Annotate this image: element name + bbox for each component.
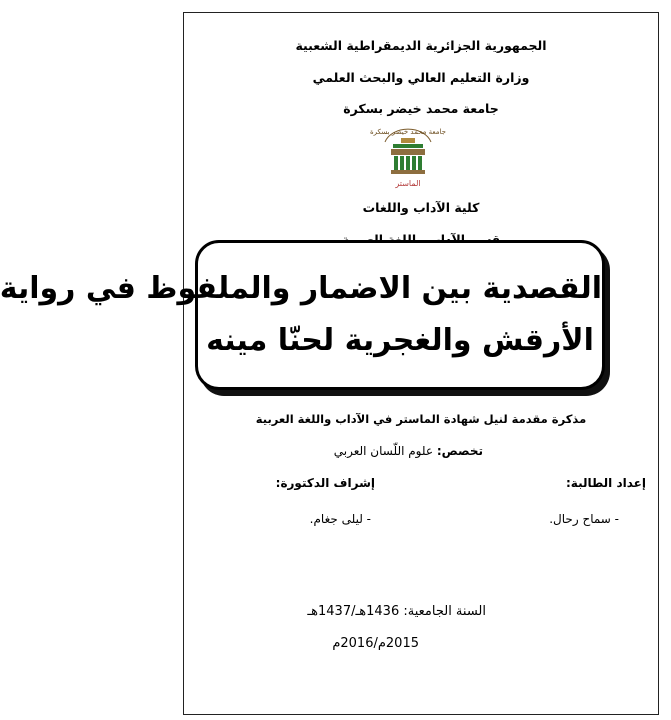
student-name: - سماح رحال. (549, 512, 619, 526)
student-label: إعداد الطالبة: (566, 476, 646, 490)
logo-caption: الماستر (395, 179, 421, 188)
academic-year-hijri: السنة الجامعية: 1436هـ/1437هـ (307, 604, 486, 619)
supervisor-label: إشراف الدكتورة: (275, 476, 375, 490)
ministry-heading: وزارة التعليم العالي والبحث العلمي (312, 70, 530, 85)
thesis-title-line2: الأرقش والغجرية لحنّا مينه (206, 323, 594, 358)
university-heading: جامعة محمد خيضر بسكرة (343, 101, 499, 116)
supervisor-name: - ليلى جغام. (309, 512, 371, 526)
thesis-subtitle: مذكرة مقدمة لنيل شهادة الماستر في الآداب واللغة العربية (255, 412, 587, 426)
republic-heading: الجمهورية الجزائرية الديمقراطية الشعبية (295, 38, 547, 53)
thesis-title-box (0, 240, 605, 390)
logo-arc-text: جامعة محمد خيضر بسكرة (370, 128, 446, 136)
specialty-row (334, 444, 483, 458)
academic-year-gregorian: 2015م/2016م (332, 636, 419, 651)
faculty-name: كلية الآداب واللغات (362, 200, 480, 215)
university-logo (370, 120, 446, 192)
specialty-value: علوم اللّسان العربي (333, 444, 434, 458)
thesis-title-line1: القصدية بين الاضمار والملفوظ في رواية (0, 271, 602, 306)
specialty-label: تخصص: (436, 444, 483, 458)
